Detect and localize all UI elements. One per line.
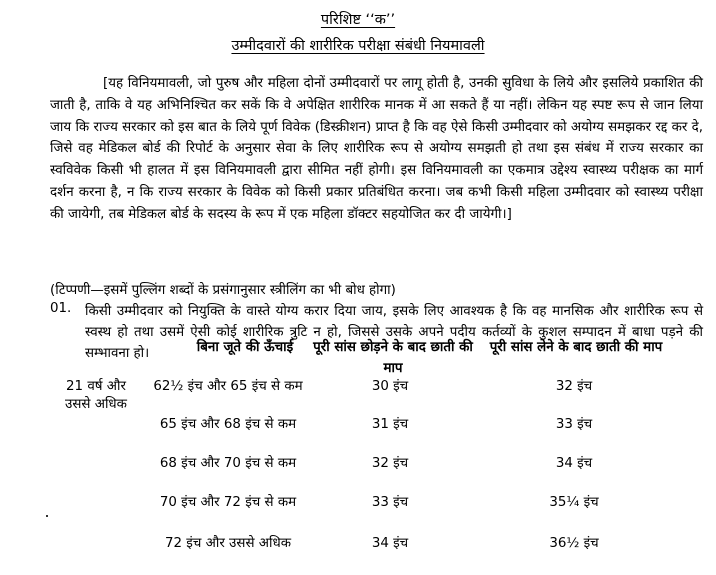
chest-inhale-cell: 33 इंच (555, 417, 593, 432)
chest-inhale-cell: 35¼ इंच (549, 495, 599, 510)
chest-inhale-cell: 34 इंच (555, 456, 593, 471)
intro-paragraph: [यह विनियमावली, जो पुरुष और महिला दोनों उम्मीदवारों पर लागू होती है, उनकी सुविधा के लिये और इसलिये प्रकाशित की जाती है, ताकि वे यह अभिनिश्चित कर सकें कि वे अपेक्षित शारीरिक मानक में आ सकते हैं या नहीं। लेकिन यह स्पष्ट रूप से जान लिया जाय कि राज्य सरकार को इस बात के लिये पूर्ण विवेक (डिस्क्रीशन) प्राप्त है कि वह ऐसे किसी उम्मीदवार को अयोग्य समझकर रद्द कर दे, जिसे वह मेडिकल बोर्ड की रिपोर्ट के अनुसार सेवा के लिए शारीरिक रूप से अयोग्य समझती हो तथा इस संबंध में राज्य सरकार का स्वविवेक किसी भी हालत में इस विनियमावली द्वारा सीमित नहीं होगी। इस विनियमावली का एकमात्र उद्देश्य स्वास्थ्य परीक्षक का मार्ग दर्शन करना है, न कि राज्य सरकार के विवेक को किसी प्रकार प्रतिबंधित करना। जब कभी किसी महिला उम्मीदवार को स्वास्थ्य परीक्षा की जायेगी, तब मेडिकल बोर्ड के सदस्य के रूप में एक महिला डॉक्टर सहयोजित कर दी जायेगी।] (50, 76, 703, 222)
height-cell: 65 इंच और 68 इंच से कम (159, 417, 297, 432)
note-text: (टिप्पणी—इसमें पुल्लिंग शब्दों के प्रसंगानुसार स्त्रीलिंग का भी बोध होगा) (50, 283, 396, 298)
height-cell: 62½ इंच और 65 इंच से कम (153, 379, 303, 394)
chest-inhale-cell: 36½ इंच (549, 536, 599, 551)
chest-exhale-cell: 32 इंच (371, 456, 409, 471)
chest-exhale-cell: 33 इंच (371, 495, 409, 510)
header-chest-inhale: पूरी सांस लेने के बाद छाती की माप (489, 340, 663, 355)
age-group-label: 21 वर्ष और उससे अधिक (65, 379, 127, 412)
rule-text: किसी उम्मीदवार को नियुक्ति के वास्ते योग्य करार दिया जाय, इसके लिए आवश्यक है कि वह मानसिक और शारीरिक रूप से स्वस्थ हो तथा उसमें ऐसी कोई शारीरिक त्रुटि न हो, जिससे उसके अपने पदीय कर्तव्यों के कुशल सम्पादन में बाधा पड़ने की सम्भावना हो। (85, 304, 703, 361)
height-cell: 70 इंच और 72 इंच से कम (159, 495, 297, 510)
chest-inhale-cell: 32 इंच (555, 379, 593, 394)
scan-speck (46, 515, 48, 517)
chest-exhale-cell: 31 इंच (371, 417, 409, 432)
chest-exhale-cell: 30 इंच (371, 379, 409, 394)
height-cell: 72 इंच और उससे अधिक (165, 536, 291, 551)
chest-exhale-cell: 34 इंच (371, 536, 409, 551)
rule-number: 01. (50, 301, 72, 316)
header-chest-exhale: पूरी सांस छोड़ने के बाद छाती की माप (313, 340, 473, 376)
height-cell: 68 इंच और 70 इंच से कम (159, 456, 297, 471)
appendix-title: परिशिष्ट ‘‘क’’ (320, 12, 396, 28)
page-title: उम्मीदवारों की शारीरिक परीक्षा संबंधी नियमावली (231, 38, 485, 54)
header-height: बिना जूते की ऊँचाई (196, 340, 294, 355)
table-row (0, 416, 716, 456)
table-row (0, 535, 716, 575)
table-row (0, 378, 716, 418)
table-row (0, 455, 716, 495)
table-row (0, 494, 716, 534)
